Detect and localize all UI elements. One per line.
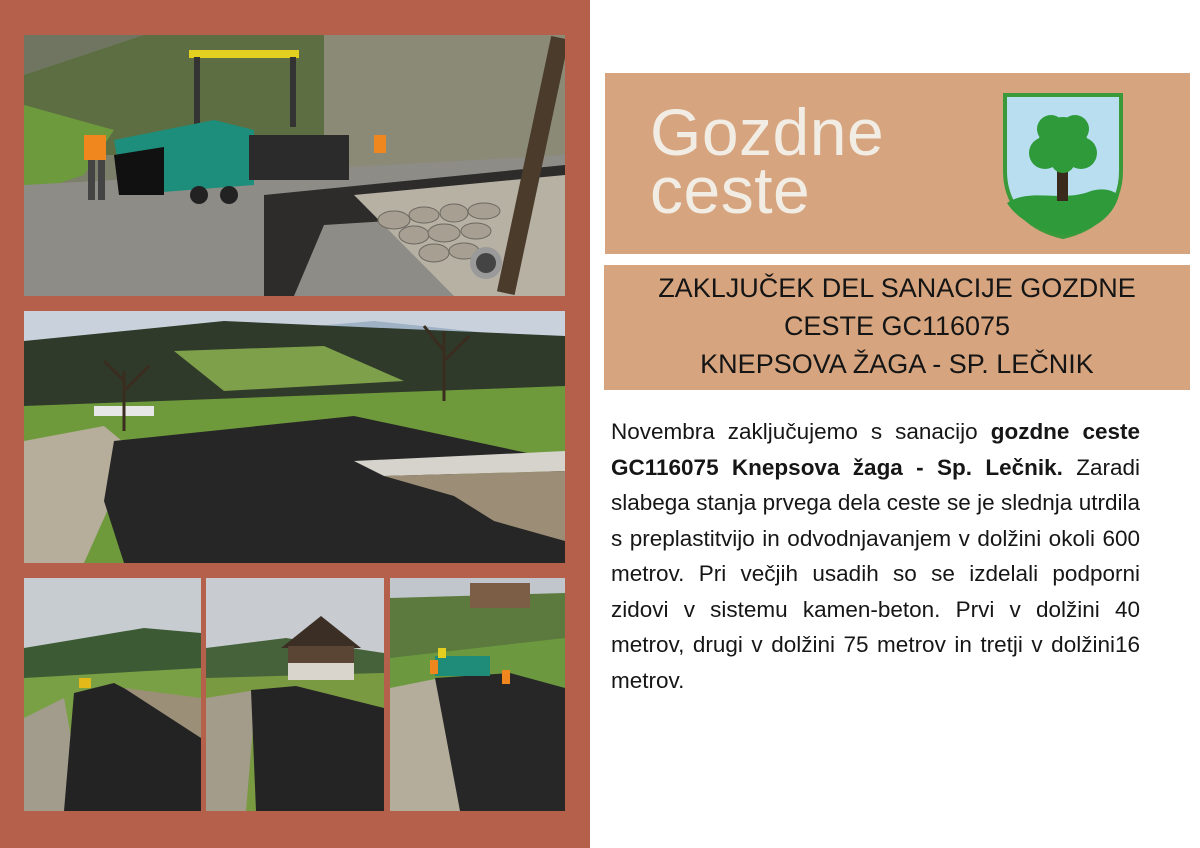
photo-paving-machine (24, 35, 565, 296)
subtitle-line-3: KNEPSOVA ŽAGA - SP. LEČNIK (700, 349, 1094, 379)
title-box (605, 73, 1190, 254)
photo-road-with-roller (24, 578, 201, 811)
body-details: Zaradi slabega stanja prvega dela ceste se je slednja utrdila s preplastitvijo in odvodnjavanjem v dolžini okoli 600 metrov. Pri večjih usadih so se izdelali podporni zidovi v sistemu kamen-beton. Prvi v dolžini 40 metrov, drugi v dolžini 75 metrov in tretji v dolžini16 metrov. (611, 454, 1140, 693)
photo-paver-working (390, 578, 565, 811)
body-bold-road-name: gozdne ceste GC116075 Knepsova žaga - Sp. Lečnik. (611, 419, 1140, 480)
body-paragraph (611, 414, 1140, 698)
photo-road-with-barn (206, 578, 384, 811)
subtitle-line-2: CESTE GC116075 (783, 311, 1011, 341)
body-intro: Novembra zaključujemo s sanacijo (611, 419, 991, 444)
subtitle-box (604, 265, 1190, 390)
title-line-1: Gozdne (650, 95, 885, 169)
photo-collage-panel (0, 0, 590, 848)
title-line-2: ceste (650, 153, 811, 227)
photo-curving-road (24, 311, 565, 563)
page-title (650, 95, 885, 227)
tree-crest-icon (1001, 91, 1125, 241)
subtitle-line-1: ZAKLJUČEK DEL SANACIJE GOZDNE (658, 273, 1136, 303)
